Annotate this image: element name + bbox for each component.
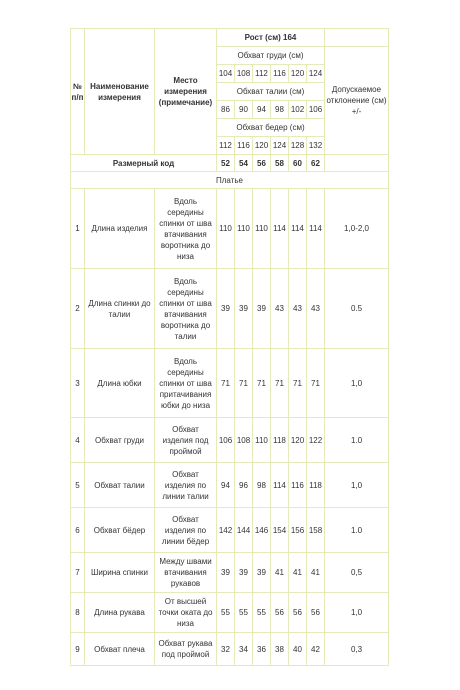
measurement-value: 146 <box>253 508 271 553</box>
row-number: 4 <box>71 418 85 463</box>
measurement-place: Обхват рукава под проймой <box>155 633 217 666</box>
hips-value: 120 <box>253 137 271 155</box>
header-waist-label: Обхват талии (см) <box>217 83 325 101</box>
measurement-value: 56 <box>307 593 325 633</box>
tolerance-value: 0.5 <box>325 269 389 349</box>
measurement-place: Обхват изделия по линии талии <box>155 463 217 508</box>
waist-value: 106 <box>307 101 325 119</box>
measurement-value: 122 <box>307 418 325 463</box>
measurement-name: Обхват груди <box>85 418 155 463</box>
measurement-value: 42 <box>307 633 325 666</box>
measurement-value: 39 <box>253 269 271 349</box>
size-chart-table <box>70 28 389 666</box>
measurement-name: Ширина спинки <box>85 553 155 593</box>
chest-value: 116 <box>271 65 289 83</box>
row-number: 5 <box>71 463 85 508</box>
measurement-value: 118 <box>307 463 325 508</box>
tolerance-value: 1,0 <box>325 349 389 418</box>
measurement-value: 56 <box>289 593 307 633</box>
measurement-place: Обхват изделия под проймой <box>155 418 217 463</box>
waist-value: 94 <box>253 101 271 119</box>
measurement-value: 71 <box>289 349 307 418</box>
header-place: Место измерения (примечание) <box>155 29 217 155</box>
header-blank-top <box>325 29 389 47</box>
measurement-name: Длина спинки до талии <box>85 269 155 349</box>
measurement-value: 39 <box>235 553 253 593</box>
tolerance-value: 1.0 <box>325 508 389 553</box>
size-chart-container <box>70 28 388 666</box>
header-hips-label: Обхват бедер (см) <box>217 119 325 137</box>
size-code-blank <box>325 155 389 172</box>
header-name: Наименование измерения <box>85 29 155 155</box>
hips-value: 112 <box>217 137 235 155</box>
measurement-place: Вдоль середины спинки от шва притачивания юбки до низа <box>155 349 217 418</box>
measurement-value: 120 <box>289 418 307 463</box>
measurement-value: 71 <box>253 349 271 418</box>
row-number: 7 <box>71 553 85 593</box>
header-num: № п/п <box>71 29 85 155</box>
measurement-name: Обхват талии <box>85 463 155 508</box>
measurement-value: 110 <box>253 189 271 269</box>
measurement-value: 55 <box>217 593 235 633</box>
measurement-value: 39 <box>253 553 271 593</box>
waist-value: 98 <box>271 101 289 119</box>
measurement-name: Длина рукава <box>85 593 155 633</box>
measurement-name: Обхват плеча <box>85 633 155 666</box>
hips-value: 132 <box>307 137 325 155</box>
table-row <box>71 418 389 463</box>
measurement-value: 108 <box>235 418 253 463</box>
hips-value: 128 <box>289 137 307 155</box>
chest-value: 112 <box>253 65 271 83</box>
measurement-value: 32 <box>217 633 235 666</box>
header-height: Рост (см) 164 <box>217 29 325 47</box>
tolerance-value: 1,0 <box>325 593 389 633</box>
measurement-value: 39 <box>235 269 253 349</box>
size-code-value: 54 <box>235 155 253 172</box>
measurement-value: 38 <box>271 633 289 666</box>
size-code-value: 58 <box>271 155 289 172</box>
chest-value: 104 <box>217 65 235 83</box>
measurement-place: Между швами втачивания рукавов <box>155 553 217 593</box>
measurement-value: 71 <box>307 349 325 418</box>
size-code-value: 60 <box>289 155 307 172</box>
size-code-label: Размерный код <box>71 155 217 172</box>
measurement-value: 71 <box>271 349 289 418</box>
measurement-value: 142 <box>217 508 235 553</box>
measurement-value: 36 <box>253 633 271 666</box>
measurement-value: 154 <box>271 508 289 553</box>
tolerance-value: 1,0 <box>325 463 389 508</box>
measurement-place: Вдоль середины спинки от шва втачивания воротника до талии <box>155 269 217 349</box>
waist-value: 90 <box>235 101 253 119</box>
measurement-value: 55 <box>253 593 271 633</box>
measurement-value: 114 <box>307 189 325 269</box>
measurement-value: 43 <box>271 269 289 349</box>
table-row <box>71 593 389 633</box>
chest-value: 124 <box>307 65 325 83</box>
measurement-name: Обхват бёдер <box>85 508 155 553</box>
measurement-value: 55 <box>235 593 253 633</box>
measurement-value: 43 <box>289 269 307 349</box>
table-row <box>71 553 389 593</box>
size-code-value: 62 <box>307 155 325 172</box>
measurement-value: 114 <box>289 189 307 269</box>
measurement-value: 40 <box>289 633 307 666</box>
measurement-value: 41 <box>307 553 325 593</box>
measurement-value: 96 <box>235 463 253 508</box>
size-code-value: 52 <box>217 155 235 172</box>
measurement-value: 158 <box>307 508 325 553</box>
measurement-value: 71 <box>235 349 253 418</box>
measurement-value: 98 <box>253 463 271 508</box>
hips-value: 116 <box>235 137 253 155</box>
row-number: 9 <box>71 633 85 666</box>
tolerance-value: 1,0-2,0 <box>325 189 389 269</box>
measurement-value: 41 <box>271 553 289 593</box>
measurement-value: 144 <box>235 508 253 553</box>
measurement-value: 110 <box>235 189 253 269</box>
table-row <box>71 463 389 508</box>
measurement-value: 41 <box>289 553 307 593</box>
measurement-value: 156 <box>289 508 307 553</box>
measurement-place: Обхват изделия по линии бёдер <box>155 508 217 553</box>
measurement-value: 114 <box>271 463 289 508</box>
tolerance-value: 1.0 <box>325 418 389 463</box>
measurement-value: 56 <box>271 593 289 633</box>
tolerance-value: 0,5 <box>325 553 389 593</box>
waist-value: 102 <box>289 101 307 119</box>
row-number: 8 <box>71 593 85 633</box>
row-number: 3 <box>71 349 85 418</box>
row-number: 2 <box>71 269 85 349</box>
table-row <box>71 269 389 349</box>
measurement-place: От высшей точки оката до низа <box>155 593 217 633</box>
hips-value: 124 <box>271 137 289 155</box>
table-row <box>71 349 389 418</box>
table-row <box>71 633 389 666</box>
measurement-value: 118 <box>271 418 289 463</box>
measurement-value: 116 <box>289 463 307 508</box>
measurement-value: 43 <box>307 269 325 349</box>
chest-value: 108 <box>235 65 253 83</box>
measurement-value: 39 <box>217 553 235 593</box>
size-code-value: 56 <box>253 155 271 172</box>
table-row <box>71 189 389 269</box>
section-title: Платье <box>71 172 389 189</box>
measurement-value: 94 <box>217 463 235 508</box>
measurement-value: 39 <box>217 269 235 349</box>
measurement-value: 110 <box>217 189 235 269</box>
measurement-place: Вдоль середины спинки от шва втачивания воротника до низа <box>155 189 217 269</box>
measurement-value: 106 <box>217 418 235 463</box>
measurement-name: Длина юбки <box>85 349 155 418</box>
tolerance-value: 0,3 <box>325 633 389 666</box>
measurement-value: 114 <box>271 189 289 269</box>
row-number: 6 <box>71 508 85 553</box>
measurement-value: 110 <box>253 418 271 463</box>
header-chest-label: Обхват груди (см) <box>217 47 325 65</box>
measurement-name: Длина изделия <box>85 189 155 269</box>
measurement-value: 71 <box>217 349 235 418</box>
header-tolerance: Допускаемое отклонение (см) +/- <box>325 47 389 155</box>
waist-value: 86 <box>217 101 235 119</box>
table-row <box>71 508 389 553</box>
chest-value: 120 <box>289 65 307 83</box>
measurement-value: 34 <box>235 633 253 666</box>
row-number: 1 <box>71 189 85 269</box>
